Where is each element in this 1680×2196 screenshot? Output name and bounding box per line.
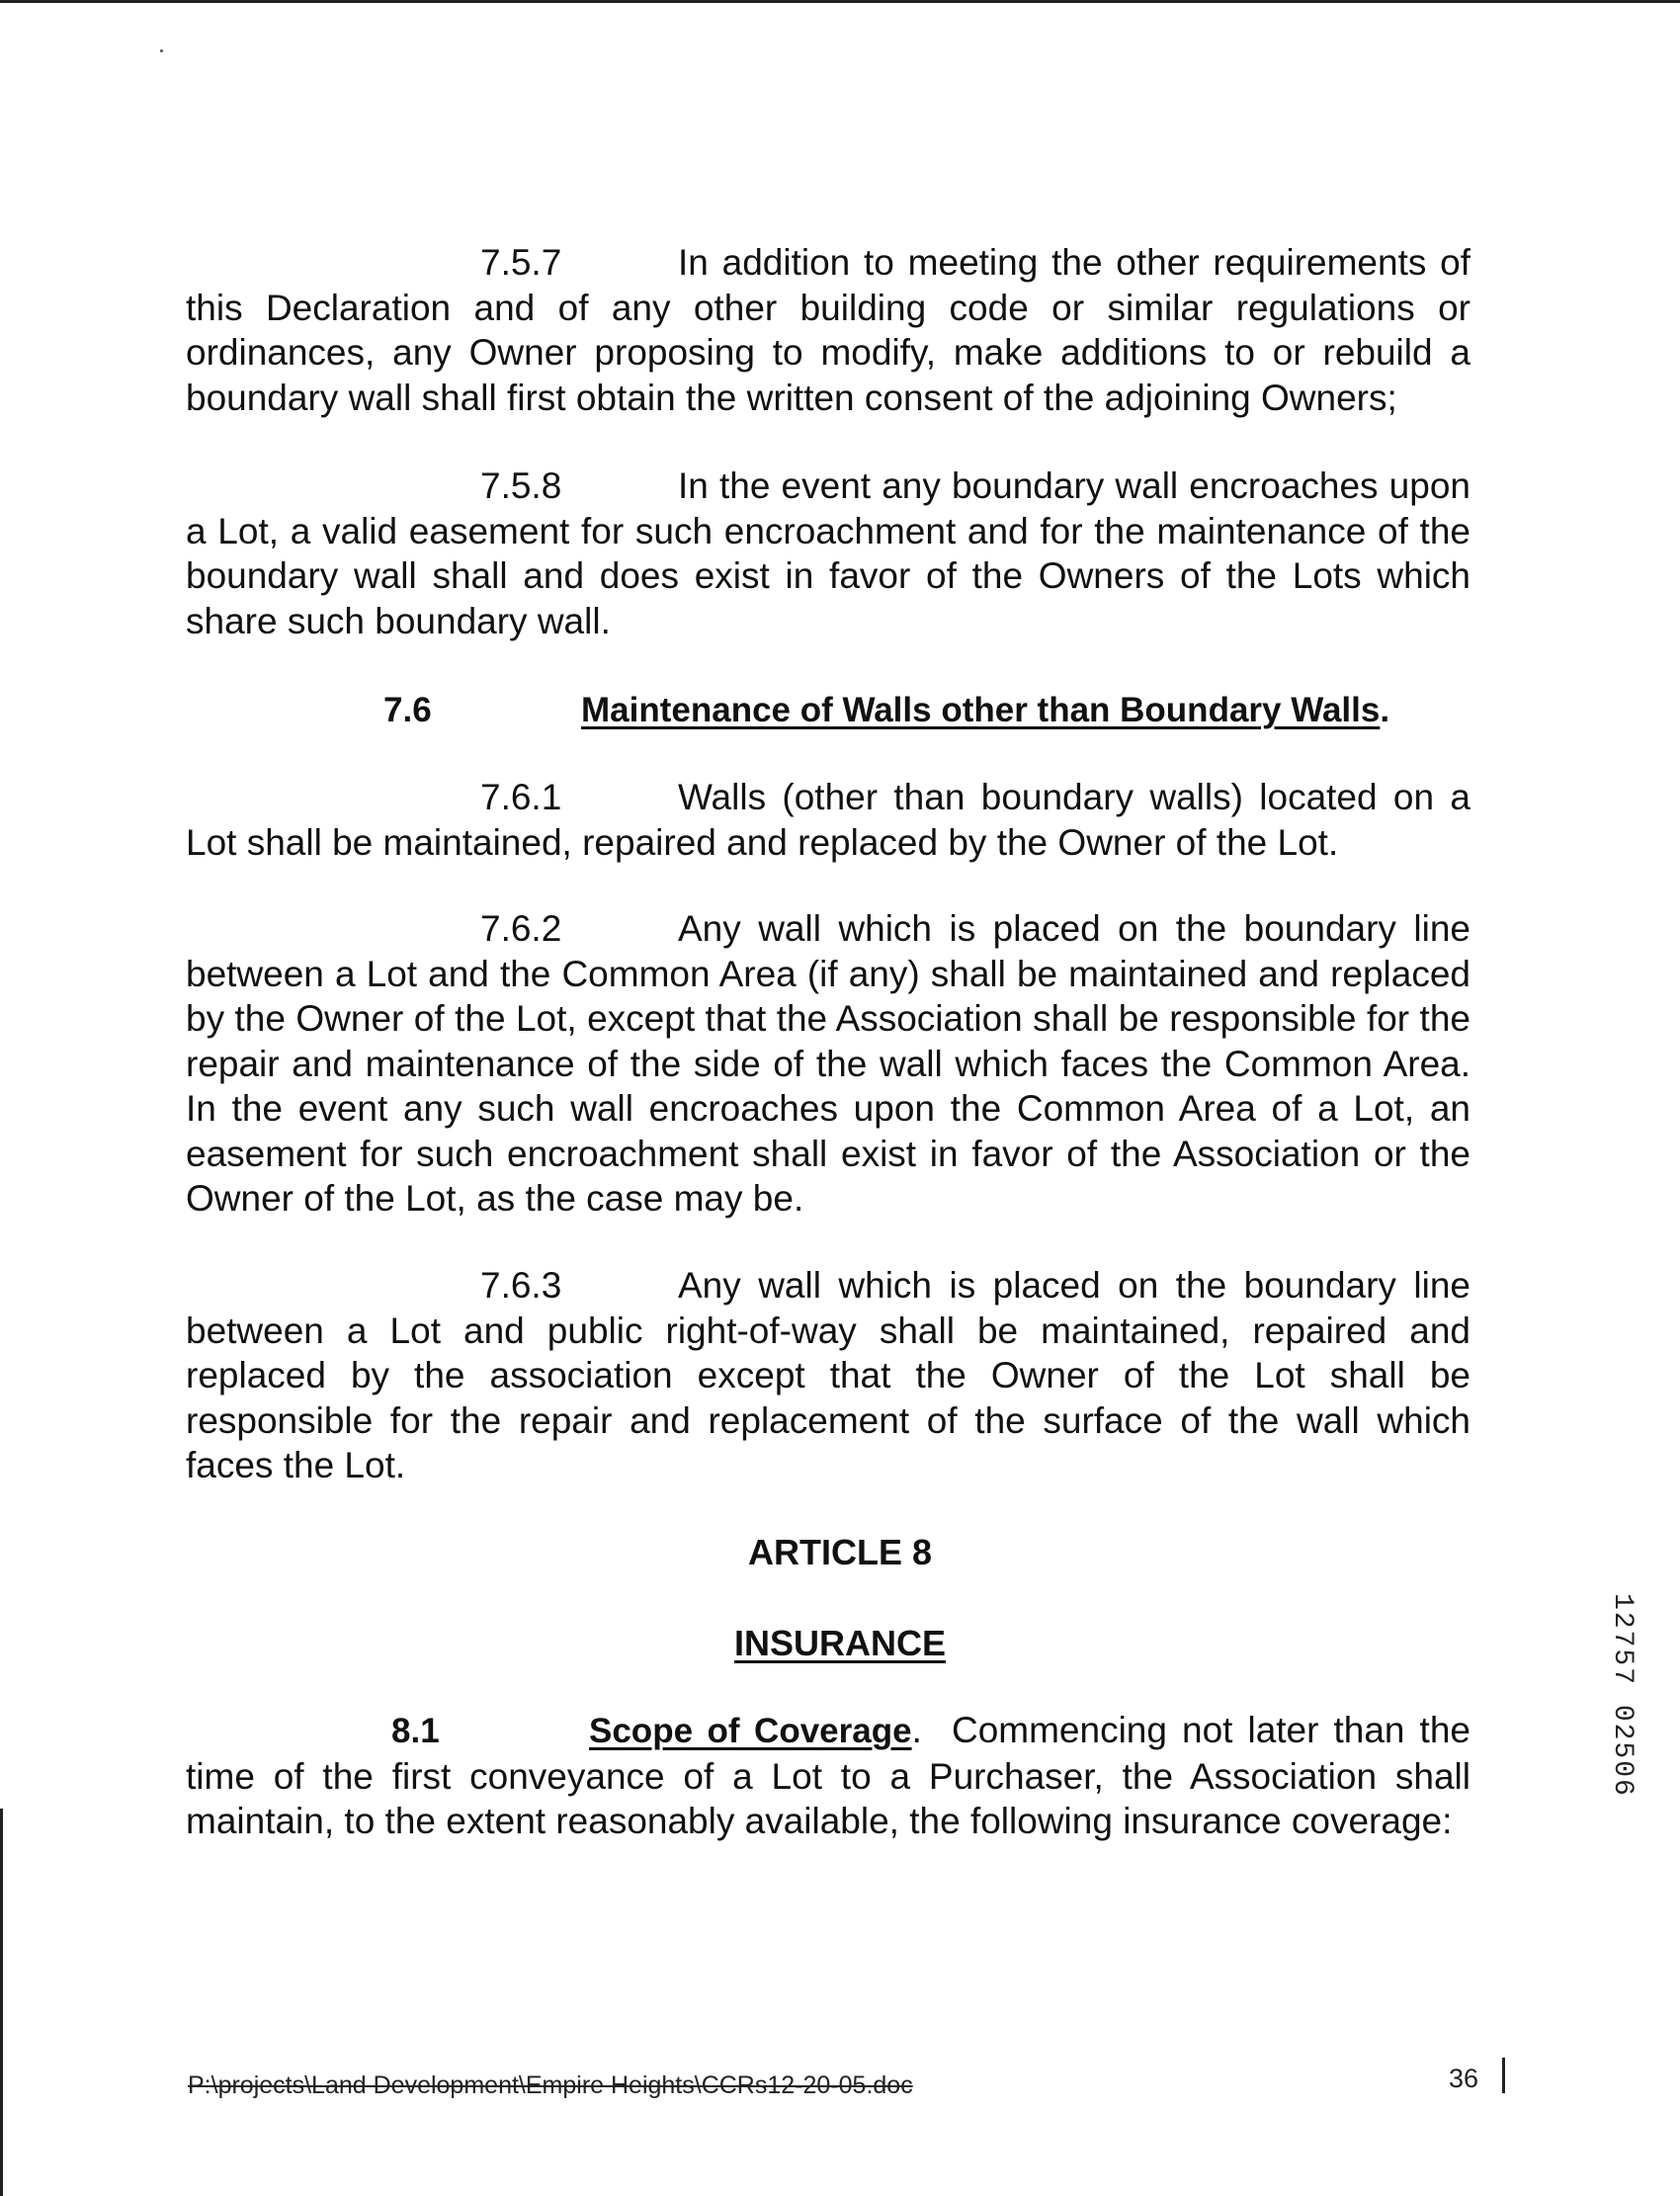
section-title: Maintenance of Walls other than Boundary Walls [581,691,1381,729]
page-number: 36 [1449,2064,1479,2093]
side-stamp-text: 12757 02506 [1607,1593,1638,1798]
article-label: ARTICLE 8 [747,1532,932,1572]
paragraph-text: Walls (other than boundary walls) located on a Lot shall be maintained, repaired and replaced by the Owner of the Lot. [186,777,1470,863]
scan-left-edge [0,1809,3,2196]
paragraph-8-1 [186,1708,1470,1844]
paragraph-text: In addition to meeting the other requirements of this Declaration and of any other building code or similar regulations or ordinances, any Owner proposing to modify, make additions to or rebuild a boundary wall shall first obtain the written consent of the adjoining Owners; [186,242,1470,418]
article-title-wrap [0,1623,1680,1664]
side-recording-stamp [1606,1593,1645,1860]
paragraph-7-5-7 [186,240,1470,420]
scan-top-edge [0,0,1680,3]
section-title-period: . [911,1710,922,1750]
paragraph-7-5-8 [186,464,1470,643]
paragraph-number: 7.6.3 [480,1265,562,1306]
paragraph-text: In the event any boundary wall encroaches upon a Lot, a valid easement for such encroachment and for the maintenance of the boundary wall shall and does exist in favor of the Owners of the Lots which share such boundary wall. [186,465,1470,641]
paragraph-text: Commencing not later than the time of the first conveyance of a Lot to a Purchaser, the Association shall maintain, to the extent reasonably available, the following insurance coverage: [186,1710,1470,1841]
paragraph-text: Any wall which is placed on the boundary line between a Lot and the Common Area (if any) shall be maintained and replaced by the Owner of the Lot, except that the Association shall be responsible for the repair and maintenance of the side of the wall which faces the Common Area. In the event any such wall encroaches upon the Common Area of a Lot, an easement for such encroachment shall exist in favor of the Association or the Owner of the Lot, as the case may be. [186,908,1470,1219]
paragraph-number: 7.5.7 [480,242,562,283]
page-number-bar [1502,2058,1505,2093]
section-title-wrap [581,688,1389,732]
article-title: INSURANCE [733,1623,946,1663]
paragraph-7-6-1 [186,775,1470,865]
scan-speck [160,49,163,52]
paragraph-number: 7.5.8 [480,465,562,506]
section-number: 7.6 [383,691,432,729]
footer-file-path: P:\projects\Land Development\Empire Heights\CCRs12-20-05.doc [188,2071,913,2099]
paragraph-text: Any wall which is placed on the boundary line between a Lot and public right-of-way shall be maintained, repaired and replaced by the association except that the Owner of the Lot shall be responsible for the repair and replacement of the surface of the wall which faces the Lot. [186,1265,1470,1485]
paragraph-7-6-3 [186,1263,1470,1488]
paragraph-7-6-2 [186,906,1470,1222]
section-title-period: . [1380,691,1390,729]
paragraph-number: 7.6.2 [480,908,562,949]
paragraph-number: 7.6.1 [480,777,562,817]
section-number: 8.1 [391,1712,440,1750]
section-title: Scope of Coverage [589,1712,912,1750]
